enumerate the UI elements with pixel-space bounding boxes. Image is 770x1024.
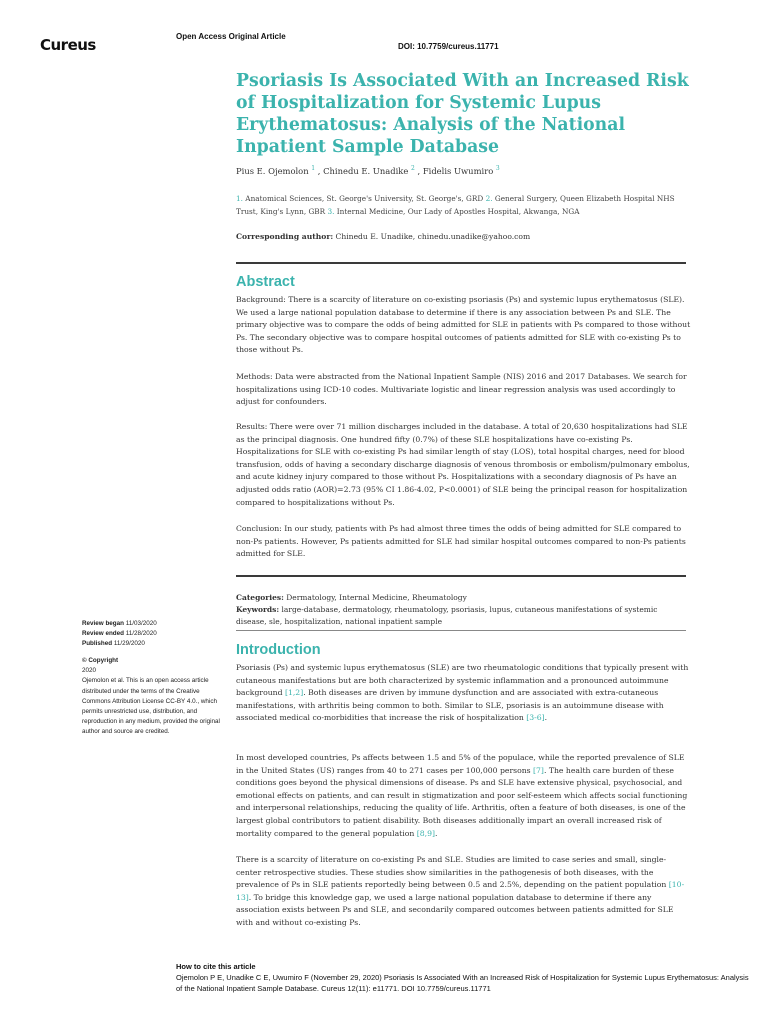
abstract-results: Results: There were over 71 million discharges included in the database. A total of 20,630 hospitalizations had SLE as the principal diagnosis. One hundred fifty (0.7%) of these SLE hospitalizations have co-existing Ps. Hospitalizations for SLE with co-existing Ps had similar length of stay (LOS), total hospital charges, need for blood transfusion, odds of having a secondary discharge diagnosis of venous thrombosis or embolism/pulmonary embolus, and acute kidney injury compared to those without Ps. Hospitalizations with a secondary diagnosis of Ps have an adjusted odds ratio (AOR)=2.73 (95% CI 1.86-4.02, P<0.0001) of SLE being the principal reason for hospitalization compared to hospitalizations without Ps. — [236, 422, 690, 507]
citation-heading: How to cite this article — [176, 962, 256, 971]
published-date: 11/29/2020 — [113, 640, 145, 648]
affil-number: 2. — [485, 194, 493, 203]
intro-p2-text: In most developed countries, Ps affects between 1.5 and 5% of the populace, while the reported prevalence of SLE in the United States (US) ranges from 40 to 271 cases per 100,000 persons — [236, 753, 685, 775]
citation-link[interactable]: [1,2] — [284, 688, 304, 698]
citation-link[interactable]: [3-6] — [526, 713, 545, 723]
introduction-heading: Introduction — [236, 642, 321, 658]
review-dates — [82, 619, 222, 650]
abstract-conclusion: Conclusion: In our study, patients with Ps had almost three times the odds of being admitted for SLE compared to non-Ps patients. However, Ps patients admitted for SLE had similar hospital outcomes compared to non-Ps patients admitted for SLE. — [236, 524, 686, 559]
keywords — [236, 604, 686, 627]
author-name: Fidelis Uwumiro — [422, 165, 494, 176]
copyright-year: 2020 — [82, 667, 97, 675]
categories-text: Dermatology, Internal Medicine, Rheumatology — [286, 593, 467, 602]
copyright-block — [82, 656, 222, 738]
keywords-label: Keywords: — [236, 605, 280, 614]
affil-text: Internal Medicine, Our Lady of Apostles Hospital, Akwanga, NGA — [336, 206, 580, 216]
abstract-methods: Methods: Data were abstracted from the National Inpatient Sample (NIS) 2016 and 2017 Databases. We search for hospitalizations using ICD-10 codes. Multivariate logistic and linear regression analysis was used accordingly to adjust for confounders. — [236, 372, 687, 407]
intro-p1-text: . — [544, 713, 548, 723]
affiliations — [236, 193, 691, 218]
affil-number: 3. — [327, 206, 335, 216]
author-affil-ref[interactable]: 1 — [311, 165, 316, 172]
author-name: Pius E. Ojemolon — [236, 165, 309, 176]
author-name: Chinedu E. Unadike — [323, 165, 409, 176]
intro-paragraph-2 — [236, 752, 691, 840]
article-type: Open Access Original Article — [176, 32, 286, 41]
corresponding-email[interactable]: Chinedu E. Unadike, chinedu.unadike@yahoo.com — [335, 232, 531, 241]
intro-p2-text: . — [434, 828, 438, 838]
affil-number: 1. — [236, 194, 243, 203]
intro-p3-text: . To bridge this knowledge gap, we used a large national population database to determine if there any association exists between Ps and SLE, and secondarily compared outcomes between patients admitted for SLE with and without co-existing Ps. — [236, 892, 674, 927]
author-affil-ref[interactable]: 2 — [411, 165, 415, 172]
author-affil-ref[interactable]: 3 — [495, 165, 500, 172]
intro-paragraph-1 — [236, 662, 691, 725]
keywords-rule — [236, 630, 686, 631]
review-ended-date: 11/28/2020 — [125, 630, 157, 638]
copyright-label: © Copyright — [82, 657, 119, 664]
abstract-top-rule — [236, 262, 686, 264]
header-doi: DOI: 10.7759/cureus.11771 — [398, 42, 499, 51]
corresponding-label: Corresponding author: — [236, 232, 334, 241]
review-began-label: Review began — [82, 620, 124, 627]
affil-text: General Surgery, Queen Elizabeth Hospital NHS Trust, King's Lynn, GBR — [236, 194, 675, 216]
license-text: Ojemolon et al. This is an open access article distributed under the terms of the Creative Commons Attribution License CC-BY 4.0., which permits unrestricted use, distribution, and reproduction in any medium, provided the original author and source are credited. — [82, 677, 220, 736]
keywords-text: large-database, dermatology, rheumatology, psoriasis, lupus, cutaneous manifestations of systemic disease, sle, hospitalization, national inpatient sample — [236, 605, 658, 626]
categories — [236, 592, 686, 604]
citation-text: Ojemolon P E, Unadike C E, Uwumiro F (November 29, 2020) Psoriasis Is Associated With an Increased Risk of Hospitalization for Systemic Lupus Erythematosus: Analysis of the National Inpatient Sample Database. Cureus 12(11): e11771. DOI 10.7759/cureus.11771 — [176, 973, 749, 993]
citation-link[interactable]: [10-13] — [236, 880, 685, 902]
journal-logo: Cureus — [40, 36, 96, 54]
categories-label: Categories: — [236, 593, 284, 602]
published-label: Published — [82, 640, 113, 648]
corresponding-author — [236, 232, 530, 241]
affil-text: Anatomical Sciences, St. George's University, St. George's, GRD — [245, 194, 484, 203]
review-began-date: 11/03/2020 — [125, 620, 157, 627]
intro-p1-text: Psoriasis (Ps) and systemic lupus erythematosus (SLE) are two rheumatologic conditions that typically present with cutaneous manifestations but are both characterized by systemic inflammation and a pronounced autoimmune background — [236, 663, 689, 698]
citation-link[interactable]: [7] — [533, 765, 544, 775]
intro-p1-text: . Both diseases are driven by immune dysfunction and are associated with extra-cutaneous manifestations, with arthritis being common to both. Similar to SLE, psoriasis is an autoimmune disease with associated medical co-morbidities that increase the risk of hospitalization — [236, 688, 664, 723]
review-ended-label: Review ended — [82, 630, 124, 638]
intro-p2-text: . The health care burden of these conditions goes beyond the physical dimensions of disease. Ps and SLE have extensive physical, psychosocial, and emotional effects on patients, and can result in stigmatization and poor self-esteem which affects social functioning and interpersonal relationships, reducing the quality of life. Arthritis, often a feature of both diseases, is one of the largest global contributors to patient disability. Both diseases additionally impart an overall increased risk of mortality compared to the general population — [236, 765, 688, 838]
citation-link[interactable]: [8,9] — [416, 828, 435, 838]
article-title: Psoriasis Is Associated With an Increased Risk of Hospitalization for Systemic Lupus Erythematosus: Analysis of the National Inpatient Sample Database — [236, 71, 689, 157]
abstract-background: Background: There is a scarcity of literature on co-existing psoriasis (Ps) and systemic lupus erythematosus (SLE). We used a large national population database to determine if there is any association between Ps and SLE. The primary objective was to compare the odds of being admitted for SLE in patients with Ps compared to those without Ps. The secondary objective was to compare hospital outcomes of patients admitted for SLE with co-existing Ps to those without Ps. — [236, 295, 691, 355]
abstract-bottom-rule — [236, 575, 686, 577]
abstract-heading: Abstract — [236, 274, 295, 290]
intro-paragraph-3 — [236, 854, 691, 930]
author-list: Pius E. Ojemolon $^1$ , Chinedu E. Unadike $^2$ , Fidelis Uwumiro $^3$ — [236, 165, 500, 176]
intro-p3-text: There is a scarcity of literature on co-existing Ps and SLE. Studies are limited to case series and small, single-center retrospective studies. These studies show similarities in the pathogenesis of both diseases, with the prevalence of Ps in SLE patients reportedly being between 0.5 and 2.5%, depending on the patient population — [236, 855, 669, 890]
